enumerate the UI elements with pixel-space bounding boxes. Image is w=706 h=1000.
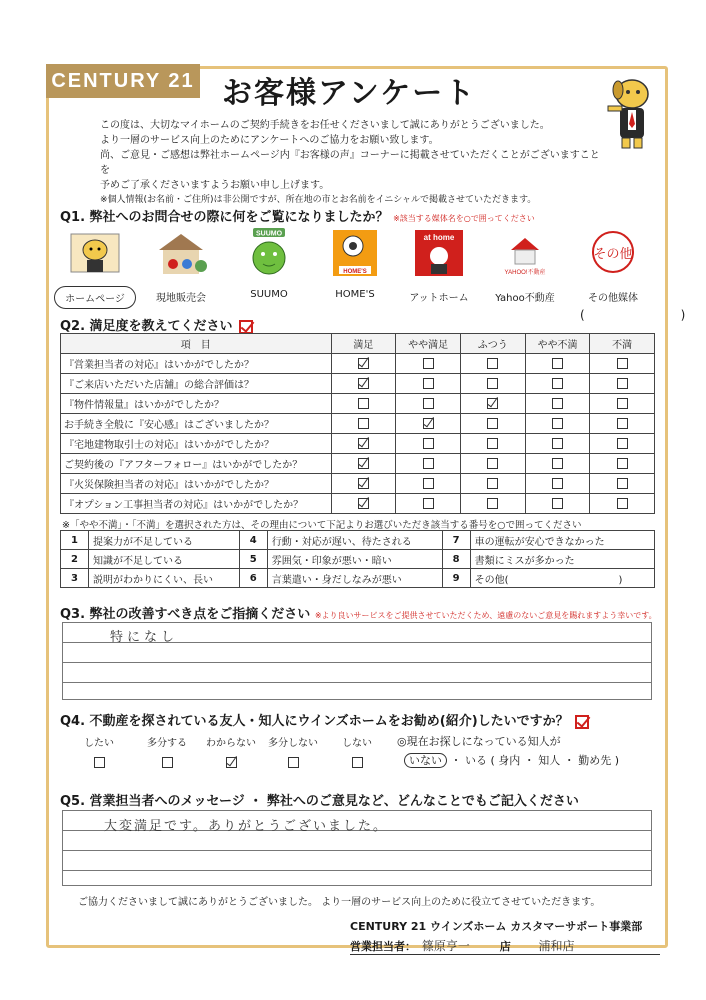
media-other[interactable] [572,228,654,307]
reason-row [61,569,655,588]
rating-cell [525,394,590,414]
rating-checkbox[interactable] [358,498,369,509]
thanks-text: ご協力くださいまして誠にありがとうございました。 より一層のサービス向上のために役立てさせていただきます。 [78,897,601,908]
media-suumo[interactable] [228,228,310,303]
rating-cell [331,414,396,434]
rating-cell [590,434,655,454]
homepage-mascot-icon [67,228,123,278]
yahoo-logo-text: YAHOO!不動産 [504,270,546,276]
rating-checkbox[interactable] [552,498,563,509]
rating-checkbox[interactable] [487,458,498,469]
row-label: ご契約後の『アフターフォロー』はいかがでしたか？ [61,454,332,474]
friend-detail: ( 身内 ・ 知人 ・ 勤め先 ) [490,754,620,767]
rating-checkbox[interactable] [487,498,498,509]
table-row [61,454,655,474]
homes-logo-icon [327,228,383,278]
rep-name: 篠原亨一 [421,939,470,953]
recommend-checkbox[interactable] [352,757,363,768]
recommend-option[interactable] [132,734,202,768]
row-label: 『宅地建物取引士の対応』はいかがでしたか？ [61,434,332,454]
media-label-other: その他媒体 [588,293,638,304]
rating-checkbox[interactable] [358,478,369,489]
rating-checkbox[interactable] [358,438,369,449]
rating-cell [525,414,590,434]
recommend-option[interactable] [322,734,392,768]
q4-heading [60,710,589,729]
rating-cell [396,374,461,394]
intro-line: 尚、ご意見・ご感想は弊社ホームページ内『お客様の声』コーナーに掲載させていただくことがございますことを [100,150,600,176]
athome-logo-text: at home [423,233,455,242]
recommend-label: 多分しない [268,738,318,749]
row-label: 『オプション工事担当者の対応』はいかがでしたか？ [61,494,332,514]
rating-checkbox[interactable] [358,398,369,409]
q3-answer: 特になし [110,630,179,645]
rating-cell [525,454,590,474]
friend-answer [404,752,619,768]
rating-cell [331,434,396,454]
rating-cell [590,394,655,414]
rating-checkbox[interactable] [423,438,434,449]
reason-text: 説明がわかりにくい、長い [89,569,240,588]
intro-line: この度は、大切なマイホームのご契約手続きをお任せくださいまして誠にありがとうございました。 [100,120,550,131]
store-name: 浦和店 [538,939,575,953]
reason-text: 雰囲気・印象が悪い・暗い [267,550,442,569]
inai-option[interactable]: いない [404,753,447,768]
rating-cell [396,454,461,474]
rating-cell [396,434,461,454]
rating-cell [331,454,396,474]
col-header: やや不満 [525,334,590,354]
media-yahoo[interactable] [484,228,566,307]
red-check-icon [239,320,253,334]
table-header-row [61,334,655,354]
q5-heading [60,790,579,809]
reason-text: 提案力が不足している [89,531,240,550]
intro-line: より一層のサービス向上のためにアンケートへのご協力をお願い致します。 [100,135,439,146]
rating-cell [396,394,461,414]
q3-hint: ※より良いサービスをご提供させていただくため、遠慮のないご意見を賜れますよう幸いです。 [314,611,657,620]
rating-checkbox[interactable] [552,398,563,409]
media-label-suumo: SUUMO [250,289,288,300]
rating-checkbox[interactable] [423,398,434,409]
reason-number[interactable]: 3 [61,569,89,588]
rating-cell [331,374,396,394]
rating-checkbox[interactable] [487,398,498,409]
rating-checkbox[interactable] [617,378,628,389]
other-media-icon [585,228,641,278]
reason-number[interactable]: 6 [239,569,267,588]
rating-cell [525,354,590,374]
rating-checkbox[interactable] [423,418,434,429]
media-label-yahoo: Yahoo不動産 [495,293,555,304]
page-title: お客様アンケート [222,76,477,111]
rating-cell [460,474,525,494]
suumo-mascot-icon [241,228,297,278]
col-header: やや満足 [396,334,461,354]
rating-checkbox[interactable] [487,358,498,369]
rating-cell [525,474,590,494]
iru-option[interactable]: いる [465,754,487,767]
media-label-homes: HOME'S [335,289,375,300]
recommend-checkbox[interactable] [288,757,299,768]
table-row [61,414,655,434]
recommend-option[interactable] [196,734,266,768]
rating-checkbox[interactable] [358,358,369,369]
other-media-paren: ( ) [580,308,686,322]
recommend-checkbox[interactable] [226,757,237,768]
reason-text: 書類にミスが多かった [470,550,654,569]
rating-cell [590,374,655,394]
reason-note: ※「やや不満」・「不満」を選択された方は、その理由について下記よりお選びいただき該当する番号を○で囲ってください [62,520,582,531]
rating-checkbox[interactable] [487,438,498,449]
rating-checkbox[interactable] [423,458,434,469]
media-label-homepage: ホームページ [54,286,136,309]
media-label-athome: アットホーム [409,293,469,304]
media-homepage[interactable] [54,228,136,309]
rating-checkbox[interactable] [358,378,369,389]
rating-cell [331,394,396,414]
q1-title: Q1. 弊社へのお問合せの際に何をご覧になりましたか？ [60,210,389,225]
rating-cell [460,394,525,414]
q2-heading [60,315,253,334]
recommend-option[interactable] [258,734,328,768]
recommend-checkbox[interactable] [94,757,105,768]
intro-line: 予めご了承くださいますようお願い申し上げます。 [100,180,330,191]
rating-cell [396,354,461,374]
recommend-option[interactable] [64,734,134,768]
rating-cell [525,374,590,394]
col-header: 満足 [331,334,396,354]
rating-checkbox[interactable] [423,498,434,509]
satisfaction-table [60,333,655,514]
signature-line [350,937,660,955]
homes-logo-text: HOME'S [343,269,367,275]
rating-cell [460,354,525,374]
recommend-label: 多分する [147,738,187,749]
q4-title: Q4. 不動産を探されている友人・知人にウインズホームをお勧め(紹介)したいですか？ [60,714,569,729]
row-label: 『営業担当者の対応』はいかがでしたか？ [61,354,332,374]
rating-checkbox[interactable] [358,458,369,469]
recommend-label: わからない [206,738,256,749]
privacy-note: ※個人情報(お名前・ご住所)は非公開ですが、所在地の市とお名前をイニシャルで掲載させていただきます。 [100,195,537,205]
reason-number[interactable]: 4 [239,531,267,550]
rating-checkbox[interactable] [552,458,563,469]
rating-checkbox[interactable] [617,438,628,449]
row-label: 『ご来店いただいた店舗』の総合評価は？ [61,374,332,394]
rating-checkbox[interactable] [552,378,563,389]
rating-checkbox[interactable] [423,378,434,389]
reason-text: その他( ) [470,569,654,588]
rating-checkbox[interactable] [617,358,628,369]
reasons-table [60,530,655,588]
col-header: 項 目 [61,334,332,354]
media-homes[interactable] [314,228,396,303]
rating-checkbox[interactable] [487,418,498,429]
rating-cell [460,374,525,394]
rating-cell [525,494,590,514]
rating-cell [460,434,525,454]
friend-question: ◎現在お探しになっている知人が [397,735,561,748]
rating-checkbox[interactable] [552,438,563,449]
reason-row [61,550,655,569]
mascot-dog-icon [598,72,662,152]
rating-checkbox[interactable] [617,498,628,509]
rating-cell [590,414,655,434]
separator-dot: ・ [450,754,462,767]
reason-row [61,531,655,550]
recommend-label: したい [84,738,114,749]
rating-checkbox[interactable] [617,398,628,409]
rating-cell [460,494,525,514]
rating-cell [331,494,396,514]
rating-cell [396,414,461,434]
row-label: 『火災保険担当者の対応』はいかがでしたか？ [61,474,332,494]
table-row [61,434,655,454]
reason-number[interactable]: 8 [442,550,470,569]
row-label: お手続き全般に『安心感』はございましたか？ [61,414,332,434]
rating-checkbox[interactable] [617,458,628,469]
media-athome[interactable] [398,228,480,307]
table-row [61,354,655,374]
rating-cell [590,474,655,494]
q3-title: Q3. 弊社の改善すべき点をご指摘ください [60,607,311,622]
store-label: 店 [499,940,511,953]
rating-checkbox[interactable] [423,478,434,489]
q5-answer: 大変満足です。ありがとうございました。 [104,819,388,834]
yahoo-realestate-icon [497,228,553,278]
col-header: 不満 [590,334,655,354]
reason-text: 車の運転が安心できなかった [470,531,654,550]
athome-logo-icon [411,228,467,278]
rating-cell [590,454,655,474]
recommend-label: しない [342,738,372,749]
suumo-logo-text: SUUMO [255,230,283,238]
media-open-house[interactable] [140,228,222,307]
row-label: 『物件情報量』はいかがでしたか？ [61,394,332,414]
red-check-icon [575,715,589,729]
rating-checkbox[interactable] [358,418,369,429]
rating-cell [460,414,525,434]
rating-cell [331,354,396,374]
intro-text [100,118,600,208]
media-label-open-house: 現地販売会 [156,293,206,304]
rating-cell [590,354,655,374]
q1-heading [60,206,535,225]
other-logo-text: その他 [593,247,633,262]
q1-hint: ※該当する媒体名を○で囲ってください [393,214,535,223]
rating-cell [396,494,461,514]
rating-checkbox[interactable] [617,418,628,429]
table-row [61,394,655,414]
rating-cell [525,434,590,454]
company-name: CENTURY 21 ウインズホーム カスタマーサポート事業部 [350,920,643,933]
reason-number[interactable]: 5 [239,550,267,569]
q5-title: Q5. 営業担当者へのメッセージ ・ 弊社へのご意見など、どんなことでもご記入ください [60,794,579,809]
rating-checkbox[interactable] [487,478,498,489]
rating-checkbox[interactable] [423,358,434,369]
century21-logo: CENTURY 21 [46,64,200,98]
reason-number[interactable]: 1 [61,531,89,550]
rating-cell [590,494,655,514]
table-row [61,474,655,494]
rating-checkbox[interactable] [617,478,628,489]
reason-number[interactable]: 9 [442,569,470,588]
rating-checkbox[interactable] [552,418,563,429]
rep-label: 営業担当者： [350,940,416,953]
reason-number[interactable]: 7 [442,531,470,550]
reason-text: 言葉遣い・身だしなみが悪い [267,569,442,588]
reason-number[interactable]: 2 [61,550,89,569]
rating-cell [460,454,525,474]
rating-checkbox[interactable] [552,358,563,369]
table-row [61,494,655,514]
rating-cell [331,474,396,494]
rating-checkbox[interactable] [487,378,498,389]
rating-cell [396,474,461,494]
reason-text: 行動・対応が遅い、待たされる [267,531,442,550]
recommend-checkbox[interactable] [162,757,173,768]
rating-checkbox[interactable] [552,478,563,489]
reason-text: 知識が不足している [89,550,240,569]
q2-title: Q2. 満足度を教えてください [60,319,233,334]
q3-heading [60,603,657,622]
col-header: ふつう [460,334,525,354]
open-house-icon [153,228,209,278]
table-row [61,374,655,394]
